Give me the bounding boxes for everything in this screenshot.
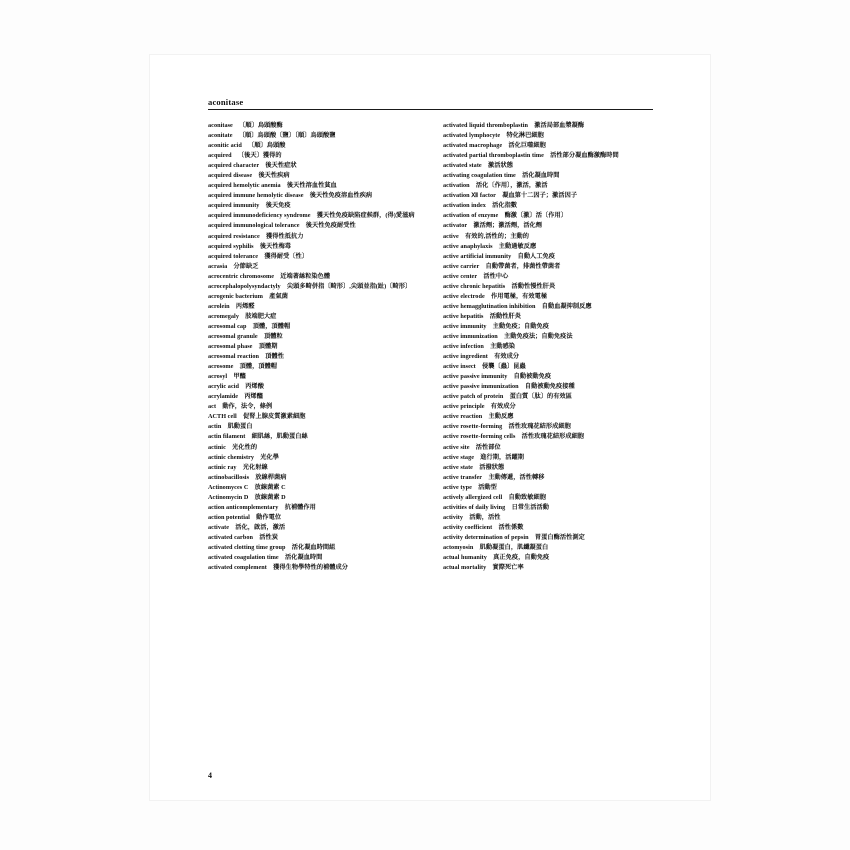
entry-headword: active anaphylaxis [443, 242, 493, 250]
dictionary-entry [443, 161, 660, 171]
entry-definition: 後天性溶血性貧血 [286, 182, 337, 190]
entry-definition: 活化凝血時間組 [291, 543, 336, 551]
entry-headword: activate [208, 523, 230, 531]
entry-headword: acrosomal granule [208, 332, 258, 340]
entry-headword: acrasia [208, 262, 228, 270]
entry-headword: activated clotting time group [208, 543, 286, 551]
dictionary-entry [443, 473, 660, 483]
entry-headword: acquired resistance [208, 232, 260, 240]
entry-headword: active site [443, 443, 470, 451]
dictionary-entry [443, 352, 660, 362]
entry-headword: activated partial thromboplastin time [443, 152, 544, 160]
dictionary-entry [443, 503, 660, 513]
entry-headword: activation index [443, 202, 486, 210]
entry-definition: 酶激〔激〕活〔作用〕 [504, 212, 567, 220]
dictionary-entry [443, 342, 660, 352]
entry-headword: acquired hemolytic anemia [208, 182, 281, 190]
entry-definition: 作用電極，有效電極 [491, 292, 548, 300]
dictionary-entry [208, 392, 425, 402]
entry-definition: 分節缺乏 [233, 262, 259, 270]
entry-definition: 活化凝血時間 [284, 554, 323, 562]
dictionary-entry [443, 332, 660, 342]
entry-headword: activation of enzyme [443, 212, 499, 220]
entry-headword: acquired immunological tolerance [208, 222, 300, 230]
dictionary-entry [443, 221, 660, 231]
dictionary-entry [208, 211, 425, 221]
entry-definition: 主動免疫法；自動免疫法 [504, 332, 573, 340]
entry-headword: act [208, 403, 217, 411]
entry-definition: 主動免疫；自動免疫 [492, 322, 549, 330]
entry-headword: active ingredient [443, 353, 488, 361]
entry-definition: 近端著絲粒染色體 [280, 272, 331, 280]
entry-headword: action potential [208, 513, 250, 521]
entry-headword: ACTH cell [208, 413, 237, 421]
dictionary-entry [208, 443, 425, 453]
dictionary-entry [443, 563, 660, 573]
dictionary-entry [443, 242, 660, 252]
entry-headword: activation [443, 182, 470, 190]
dictionary-entry [443, 543, 660, 553]
dictionary-entry [443, 443, 660, 453]
dictionary-entry [443, 533, 660, 543]
entry-headword: active reaction [443, 413, 483, 421]
dictionary-entry [208, 483, 425, 493]
entry-headword: activated lymphocyte [443, 132, 501, 140]
entry-headword: aconitate [208, 132, 233, 140]
dictionary-entry [443, 382, 660, 392]
dictionary-entry [208, 473, 425, 483]
entry-definition: 光化性的 [232, 443, 258, 451]
entry-definition: 日常生活活動 [511, 503, 550, 511]
entry-headword: activated carbon [208, 533, 253, 541]
entry-definition: 〔順〕烏頭酸酶 [239, 122, 283, 129]
entry-definition: 動作電位 [256, 513, 282, 521]
dictionary-entry [208, 352, 425, 362]
dictionary-entry [208, 362, 425, 372]
dictionary-entry [443, 232, 660, 242]
entry-headword: active infection [443, 343, 484, 351]
entry-headword: active [443, 232, 459, 240]
entry-definition: 頂體性 [265, 353, 284, 361]
entry-headword: acrosomal cap [208, 322, 247, 330]
entry-definition: 活化指數 [492, 202, 518, 210]
entry-definition: 後天性疾病 [258, 172, 290, 180]
dictionary-entry [208, 272, 425, 282]
entry-definition: 有效成分 [490, 403, 516, 411]
entry-headword: active patch of protein [443, 393, 504, 401]
dictionary-entry [208, 121, 425, 131]
entry-headword: active artificial immunity [443, 252, 512, 260]
dictionary-entry [443, 151, 660, 161]
dictionary-entry [208, 563, 425, 573]
entry-definition: 有效的,活性的；主動的 [465, 232, 529, 240]
entry-definition: 〔順〕烏頭酸〔鹽〕〔順〕烏頭酸鹽 [238, 132, 336, 140]
entry-definition: 活化〔作用〕，激活，激活 [475, 182, 548, 190]
entry-definition: 自動帶菌者，排菌性帶菌者 [485, 262, 561, 270]
dictionary-entry [443, 272, 660, 282]
entry-definition: 激活劑；激活劑，活化劑 [473, 222, 543, 230]
entry-definition: 獲得生物學特性的補體成分 [273, 564, 349, 572]
entry-definition: 活化巨噬細胞 [508, 142, 546, 150]
entry-headword: actomyosin [443, 543, 474, 551]
entry-definition: 激活狀態 [487, 162, 513, 170]
dictionary-entry [208, 372, 425, 382]
entry-definition: 頂體，頂體帽 [239, 363, 278, 371]
entry-headword: actinic [208, 443, 226, 451]
entry-definition: 丙烯醛 [235, 302, 255, 310]
dictionary-entry [208, 553, 425, 563]
entry-definition: 頂體粒 [263, 332, 283, 340]
page-number: 4 [208, 771, 212, 780]
entry-definition: 獲得耐受〔性〕 [264, 252, 309, 260]
entry-headword: active center [443, 272, 478, 280]
entry-headword: active stage [443, 453, 475, 461]
entry-headword: acrosyl [208, 373, 228, 381]
entry-headword: active insect [443, 363, 476, 371]
entry-definition: 後天性症狀 [265, 162, 297, 170]
entry-headword: active rosette-forming [443, 423, 503, 431]
dictionary-entry [443, 372, 660, 382]
entry-headword: activation Ⅻ factor [443, 192, 496, 200]
dictionary-entry [443, 211, 660, 221]
dictionary-entry [443, 412, 660, 422]
dictionary-entry [443, 302, 660, 312]
entry-definition: 主動傳遞，活性轉移 [488, 473, 545, 481]
entry-definition: 活性部位 [475, 443, 501, 451]
dictionary-entry [208, 201, 425, 211]
dictionary-entry [443, 191, 660, 201]
entry-definition: 促腎上腺皮質激素細胞 [243, 413, 306, 421]
entry-headword: activities of daily living [443, 503, 506, 511]
dictionary-entry [443, 312, 660, 322]
dictionary-entry [208, 282, 425, 292]
dictionary-entry [208, 312, 425, 322]
entry-headword: acrosomal phase [208, 343, 253, 351]
dictionary-entry [443, 483, 660, 493]
entry-headword: Actinomyces C [208, 483, 249, 491]
dictionary-entry [208, 221, 425, 231]
dictionary-entry [208, 131, 425, 141]
entry-definition: 頂體，頂體帽 [252, 322, 291, 330]
entry-definition: 活潑狀態 [479, 463, 505, 471]
entry-definition: 真正免疫，自動免疫 [493, 554, 550, 562]
entry-definition: 胃蛋白酶活性測定 [534, 533, 585, 541]
entry-headword: actinic ray [208, 463, 237, 471]
dictionary-entry [208, 171, 425, 181]
dictionary-entry [208, 151, 425, 161]
entry-definition: 甲醯 [233, 373, 246, 381]
entry-definition: 放線菌素 C [254, 483, 286, 491]
entry-headword: active immunization [443, 332, 498, 340]
entry-definition: 活化，啟活，激活 [235, 523, 286, 531]
entry-definition: 肢端肥大症 [245, 312, 277, 320]
entry-headword: acrosome [208, 363, 234, 371]
entry-headword: activity determination of pepsin [443, 533, 529, 541]
entry-headword: activated complement [208, 564, 267, 572]
entry-definition: 實際死亡率 [492, 564, 524, 572]
entry-headword: acromegaly [208, 312, 239, 320]
entry-headword: acrocentric chromosome [208, 272, 274, 280]
header-rule [208, 109, 653, 110]
entry-headword: actual humanity [443, 554, 487, 562]
entry-definition: 後天性免疫溶血性疾病 [309, 192, 373, 200]
entry-definition: 〔後天〕獲得的 [237, 152, 282, 160]
dictionary-entry [443, 121, 660, 131]
entry-headword: active type [443, 483, 472, 491]
entry-headword: activated state [443, 162, 482, 170]
dictionary-entry [443, 493, 660, 503]
entry-definition: 尖頭多畸併指〔畸形〕,尖頭並指(趾)〔畸形〕 [286, 282, 412, 290]
dictionary-entry [443, 362, 660, 372]
entry-definition: 自動致敏細胞 [508, 493, 546, 501]
dictionary-entry [443, 141, 660, 151]
entry-definition: 〔順〕烏頭酸 [248, 142, 286, 150]
entry-headword: activated coagulation time [208, 554, 279, 562]
dictionary-entry [443, 262, 660, 272]
entry-headword: actual mortality [443, 564, 487, 572]
dictionary-entry [443, 523, 660, 533]
entry-definition: 獲得性抵抗力 [266, 232, 304, 240]
dictionary-entry [208, 453, 425, 463]
dictionary-entry [208, 342, 425, 352]
dictionary-entry [208, 412, 425, 422]
entry-definition: 活性玫瑰花結形成細胞 [508, 423, 571, 431]
dictionary-entry [443, 181, 660, 191]
entry-definition: 細肌絲，肌動蛋白絲 [251, 433, 308, 441]
entry-headword: active transfer [443, 473, 483, 481]
entry-definition: 特化淋巴細胞 [506, 132, 544, 140]
entry-definition: 後天免疫 [265, 202, 291, 210]
entry-definition: 活性中心 [483, 272, 509, 280]
dictionary-entry [443, 201, 660, 211]
dictionary-entry [443, 422, 660, 432]
entry-definition: 丙烯醯 [244, 393, 264, 401]
entry-definition: 放線菌素 D [254, 493, 286, 501]
entry-headword: aconitase [208, 122, 233, 129]
entry-definition: 產氣菌 [269, 292, 288, 300]
entry-headword: active principle [443, 403, 485, 411]
entry-headword: acrogenic bacterium [208, 292, 263, 300]
entry-headword: activity [443, 513, 463, 521]
entry-definition: 有效成分 [494, 353, 520, 361]
dictionary-entry [443, 252, 660, 262]
dictionary-entry [443, 402, 660, 412]
entry-definition: 肌動蛋白 [227, 423, 253, 431]
entry-definition: 自動人工免疫 [517, 252, 556, 260]
dictionary-entry [208, 322, 425, 332]
entry-definition: 凝血第十二因子；激活因子 [502, 192, 578, 200]
running-head: aconitase [208, 97, 244, 107]
entry-definition: 自動被動免疫 [513, 373, 552, 381]
entry-headword: acquired immunodeficiency syndrome [208, 212, 311, 220]
entry-definition: 後天性免疫耐受性 [305, 222, 356, 230]
dictionary-entry [208, 543, 425, 553]
entry-headword: activating coagulation time [443, 172, 516, 180]
dictionary-entry [443, 171, 660, 181]
entry-definition: 進行期，活躍期 [480, 453, 524, 461]
entry-headword: acquired immune hemolytic disease [208, 192, 304, 200]
entry-definition: 光化射線 [242, 463, 268, 471]
entry-definition: 肌動凝蛋白，肌纖凝蛋白 [479, 543, 549, 551]
entry-headword: active passive immunity [443, 373, 508, 381]
dictionary-entry [208, 332, 425, 342]
entry-definition: 自動被動免疫接種 [524, 383, 575, 391]
dictionary-entry [443, 432, 660, 442]
entry-headword: acquired disease [208, 172, 253, 180]
entry-definition: 活性炭 [259, 533, 278, 541]
entry-headword: Actinomycin D [208, 493, 249, 501]
entry-definition: 蛋白質〔肽〕的有效區 [509, 393, 572, 401]
entry-headword: active chronic hepatitis [443, 282, 506, 290]
entry-definition: 活動型 [478, 483, 497, 491]
entry-definition: 主動反應 [488, 413, 514, 421]
entry-headword: actin [208, 423, 222, 431]
entry-headword: active carrier [443, 262, 480, 270]
entry-definition: 活動性肝炎 [489, 312, 521, 320]
entry-definition: 活性部分凝血酶激酶時間 [550, 152, 619, 160]
dictionary-entry [208, 463, 425, 473]
dictionary-entry [443, 322, 660, 332]
entry-definition: 主動過敏反應 [498, 242, 537, 250]
entry-headword: active rosette-forming cells [443, 433, 516, 441]
left-column [208, 121, 425, 573]
dictionary-entry [443, 453, 660, 463]
entry-definition: 活性係數 [498, 523, 524, 531]
dictionary-entry [443, 463, 660, 473]
page-sheet [150, 55, 710, 800]
dictionary-entry [443, 513, 660, 523]
dictionary-entry [208, 242, 425, 252]
dictionary-entry [208, 181, 425, 191]
entry-headword: acquired tolerance [208, 252, 259, 260]
dictionary-entry [443, 553, 660, 563]
dictionary-entry [208, 302, 425, 312]
entry-definition: 侵襲〔蟲〕昆蟲 [482, 363, 526, 371]
dictionary-entry [208, 232, 425, 242]
dictionary-entry [208, 513, 425, 523]
dictionary-entry [208, 161, 425, 171]
entry-headword: activity coefficient [443, 523, 493, 531]
entry-definition: 激活局部血漿凝酶 [534, 122, 585, 129]
entry-headword: active hemagglutination inhibition [443, 302, 536, 310]
entry-headword: acquired [208, 152, 232, 160]
dictionary-entry [208, 422, 425, 432]
dictionary-entry [443, 292, 660, 302]
entry-headword: active hepatitis [443, 312, 484, 320]
entry-definition: 主動感染 [490, 343, 516, 351]
entry-definition: 抗補體作用 [284, 503, 316, 511]
entry-definition: 獲天性免疫缺陷症候群，(得)愛滋病 [316, 212, 415, 220]
entry-headword: active immunity [443, 322, 487, 330]
entry-definition: 光化學 [260, 453, 280, 461]
entry-headword: acrocephalopolysyndactyly [208, 282, 281, 290]
right-column [443, 121, 660, 573]
dictionary-entry [208, 432, 425, 442]
dictionary-entry [208, 141, 425, 151]
entry-definition: 動作，法令，條例 [222, 403, 273, 411]
dictionary-entry [208, 503, 425, 513]
entry-headword: activated liquid thromboplastin [443, 122, 528, 129]
entry-headword: actinobacillosis [208, 473, 250, 481]
dictionary-entry [443, 392, 660, 402]
dictionary-entry [208, 191, 425, 201]
entry-headword: acrylic acid [208, 383, 240, 391]
entry-definition: 後天性梅毒 [259, 242, 292, 250]
entry-headword: actinic chemistry [208, 453, 255, 461]
dictionary-entry [208, 523, 425, 533]
entry-definition: 活化凝血時間 [522, 172, 560, 180]
entry-headword: active passive immunization [443, 383, 519, 391]
entry-headword: acquired character [208, 162, 260, 170]
entry-headword: action anticomplementary [208, 503, 279, 511]
entry-headword: acrosomal reaction [208, 353, 260, 361]
entry-headword: acquired syphilis [208, 242, 254, 250]
dictionary-entry [443, 131, 660, 141]
entry-headword: activated macrophage [443, 142, 503, 150]
dictionary-entry [208, 262, 425, 272]
entry-headword: aconitic acid [208, 142, 242, 150]
dictionary-entry [208, 402, 425, 412]
entry-headword: acrolein [208, 302, 230, 310]
entry-definition: 活動，活性 [469, 513, 501, 521]
dictionary-entry [443, 282, 660, 292]
entry-definition: 自動血凝抑制反應 [541, 302, 592, 310]
entry-headword: acquired immunity [208, 202, 260, 210]
dictionary-entry [208, 493, 425, 503]
entry-headword: activator [443, 222, 468, 230]
entry-headword: active electrode [443, 292, 485, 300]
entry-headword: active state [443, 463, 473, 471]
dictionary-entry [208, 533, 425, 543]
entry-definition: 活性玫瑰花結形成細胞 [521, 433, 585, 441]
dictionary-entry [208, 292, 425, 302]
entry-headword: actin filament [208, 433, 246, 441]
entry-definition: 活動性慢性肝炎 [511, 282, 556, 290]
dictionary-entry [208, 252, 425, 262]
entry-definition: 頂體期 [258, 343, 278, 351]
entry-headword: actively allergized cell [443, 493, 503, 501]
entry-headword: acrylamide [208, 393, 239, 401]
entry-definition: 放線桿菌病 [255, 473, 287, 481]
dictionary-entry [208, 382, 425, 392]
text-columns [208, 121, 660, 573]
entry-definition: 丙烯酸 [245, 383, 264, 391]
